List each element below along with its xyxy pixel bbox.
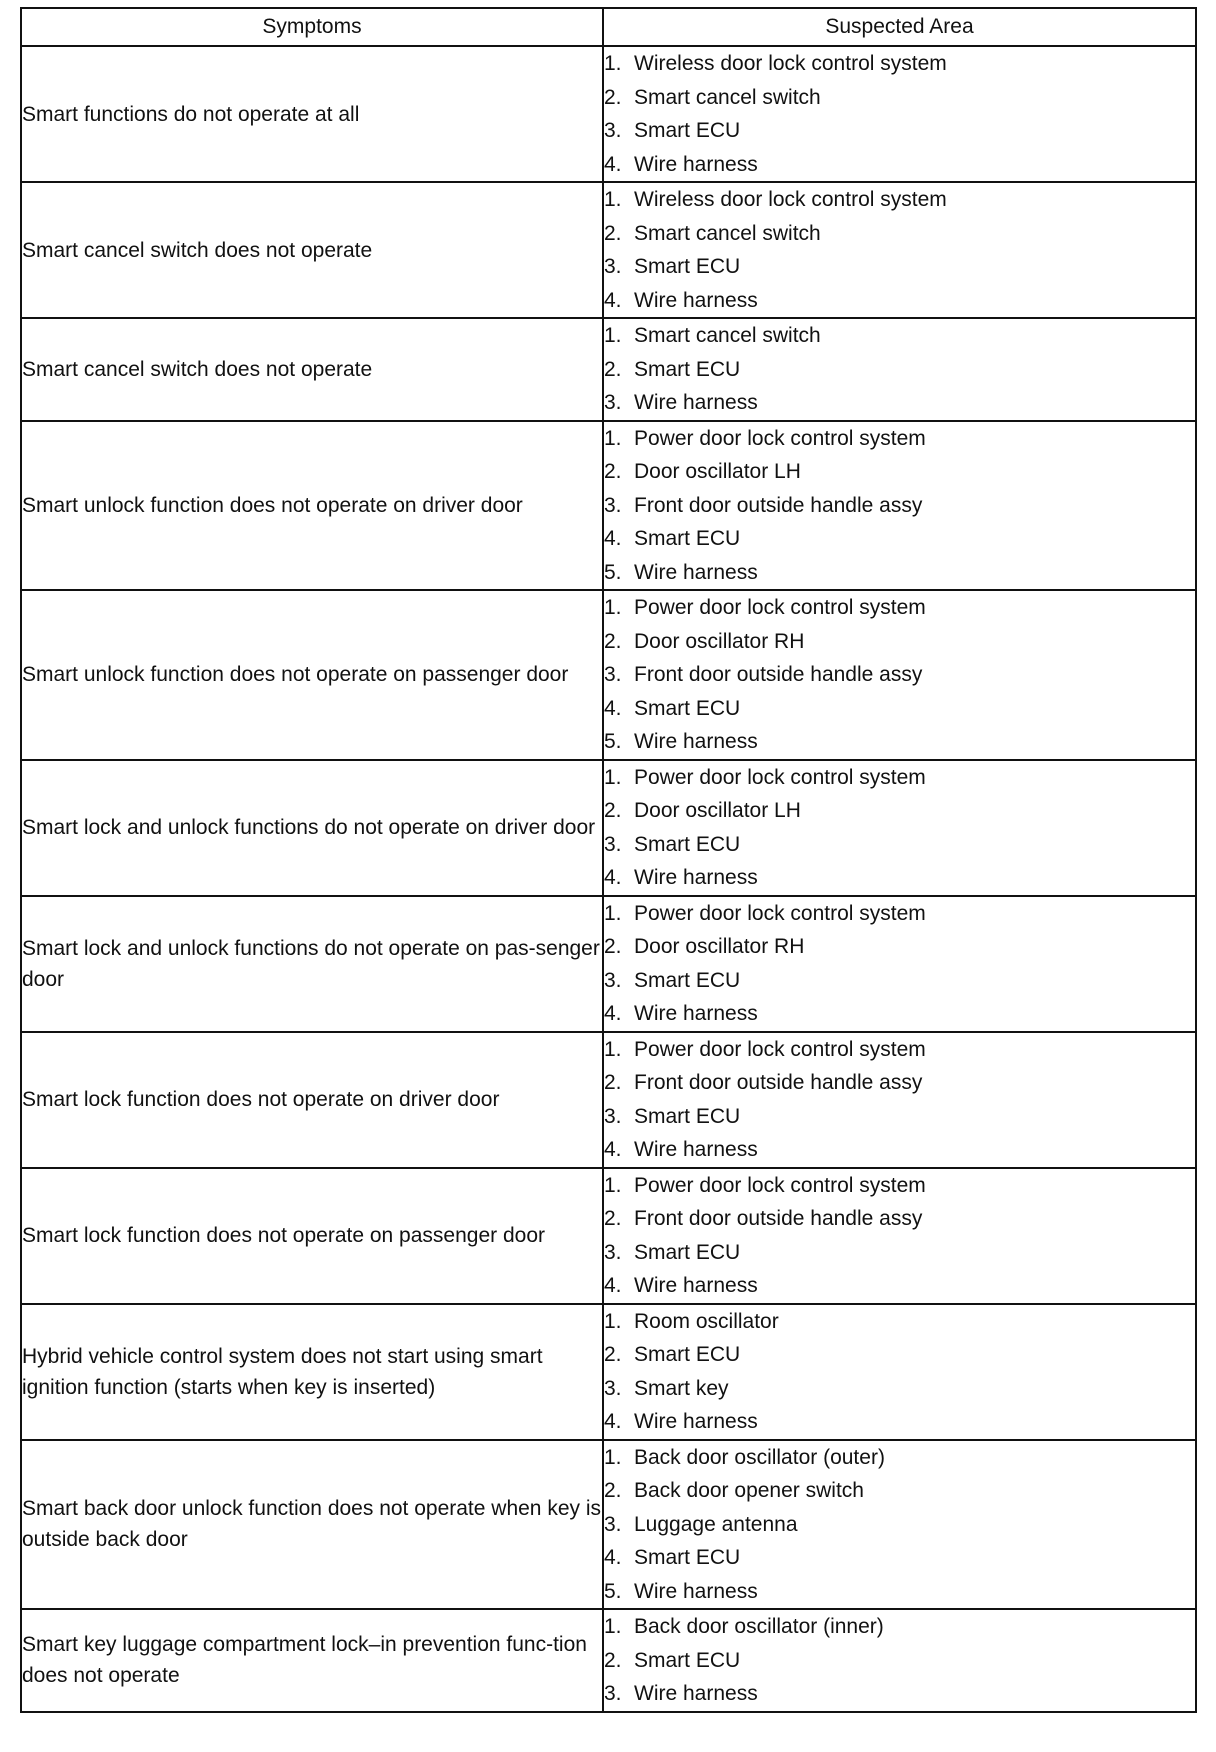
item-number: 4. [604,152,622,176]
suspected-area-list [604,183,1195,317]
table-row [21,421,1196,591]
item-number: 4. [604,1546,622,1569]
symptom-cell: Smart cancel switch does not operate [21,182,603,318]
item-label: Wire harness [634,1138,758,1161]
suspected-area-list [604,422,1195,590]
table-row [21,760,1196,896]
item-label: Smart ECU [634,1546,741,1569]
item-label: Wire harness [634,1682,758,1705]
item-number: 3. [604,1240,622,1264]
list-item [604,489,1195,523]
symptom-cell: Smart lock and unlock functions do not operate on driver door [21,760,603,896]
item-number: 1. [604,1037,622,1061]
item-number: 3. [604,832,622,856]
item-label: Wire harness [634,1002,758,1025]
symptom-cell: Smart unlock function does not operate on driver door [21,421,603,591]
list-item [604,1610,1195,1644]
item-label: Smart ECU [634,1240,741,1264]
header-row [21,8,1196,46]
suspected-area-cell [603,896,1196,1032]
list-item [604,114,1195,148]
item-label: Wire harness [634,152,758,176]
list-item [604,1474,1195,1508]
item-label: Power door lock control system [634,596,926,619]
item-label: Back door oscillator (outer) [634,1445,885,1469]
list-item [604,522,1195,556]
item-number: 4. [604,1002,622,1025]
item-label: Wireless door lock control system [634,52,947,75]
list-item [604,828,1195,862]
list-item [604,761,1195,795]
item-label: Wire harness [634,1274,758,1297]
list-item [604,284,1195,318]
item-label: Front door outside handle assy [634,1207,923,1230]
item-label: Smart ECU [634,119,741,142]
list-item [604,1066,1195,1100]
list-item [604,422,1195,456]
item-label: Back door opener switch [634,1479,864,1502]
list-item [604,692,1195,726]
symptom-cell: Smart lock function does not operate on driver door [21,1032,603,1168]
item-label: Power door lock control system [634,1173,926,1197]
item-label: Smart cancel switch [634,85,821,109]
item-number: 2. [604,1071,622,1094]
list-item [604,930,1195,964]
suspected-area-list [604,1441,1195,1609]
item-label: Wireless door lock control system [634,188,947,211]
item-label: Smart key [634,1376,729,1400]
list-item [604,625,1195,659]
list-item [604,148,1195,182]
item-label: Power door lock control system [634,1037,926,1061]
item-label: Room oscillator [634,1309,779,1333]
item-number: 2. [604,460,622,483]
item-label: Door oscillator LH [634,799,801,822]
suspected-area-list [604,897,1195,1031]
table-row [21,1440,1196,1610]
item-label: Power door lock control system [634,765,926,789]
item-label: Wire harness [634,288,758,312]
item-label: Smart ECU [634,968,741,992]
item-number: 4. [604,1410,622,1433]
item-label: Door oscillator RH [634,629,805,653]
item-number: 4. [604,866,622,889]
list-item [604,1100,1195,1134]
list-item [604,1169,1195,1203]
suspected-area-cell [603,1440,1196,1610]
header-symptoms: Symptoms [21,8,603,46]
suspected-area-list [604,1305,1195,1439]
table-row [21,1304,1196,1440]
suspected-area-list [604,319,1195,420]
list-item [604,1305,1195,1339]
list-item [604,250,1195,284]
item-label: Smart ECU [634,255,741,278]
item-label: Wire harness [634,391,758,414]
item-number: 4. [604,696,622,720]
list-item [604,1405,1195,1439]
item-label: Smart ECU [634,1648,741,1672]
item-label: Wire harness [634,560,758,584]
symptom-cell: Smart cancel switch does not operate [21,318,603,421]
item-label: Front door outside handle assy [634,493,923,517]
item-number: 1. [604,1173,622,1197]
suspected-area-cell [603,1304,1196,1440]
item-label: Smart ECU [634,696,741,720]
item-label: Luggage antenna [634,1512,798,1536]
suspected-area-cell [603,590,1196,760]
list-item [604,725,1195,759]
item-label: Wire harness [634,1579,758,1603]
list-item [604,658,1195,692]
suspected-area-cell [603,1609,1196,1712]
suspected-area-cell [603,1032,1196,1168]
item-number: 3. [604,1512,622,1536]
list-item [604,1269,1195,1303]
suspected-area-cell [603,182,1196,318]
symptom-table [20,7,1197,1713]
item-label: Smart ECU [634,527,741,550]
item-label: Front door outside handle assy [634,663,923,686]
list-item [604,319,1195,353]
item-number: 2. [604,935,622,958]
item-number: 2. [604,221,622,245]
item-label: Wire harness [634,730,758,753]
item-label: Smart ECU [634,1343,741,1366]
list-item [604,183,1195,217]
item-number: 3. [604,663,622,686]
list-item [604,1372,1195,1406]
list-item [604,217,1195,251]
item-label: Door oscillator LH [634,460,801,483]
item-number: 1. [604,52,622,75]
list-item [604,455,1195,489]
list-item [604,1338,1195,1372]
table-row [21,182,1196,318]
item-label: Power door lock control system [634,426,926,450]
table-row [21,1609,1196,1712]
item-label: Wire harness [634,1410,758,1433]
item-number: 1. [604,324,622,347]
item-number: 3. [604,1376,622,1400]
item-number: 4. [604,288,622,312]
item-number: 3. [604,255,622,278]
item-number: 4. [604,1274,622,1297]
item-label: Door oscillator RH [634,935,805,958]
item-number: 1. [604,901,622,925]
suspected-area-list [604,47,1195,181]
item-number: 1. [604,426,622,450]
item-label: Smart ECU [634,832,741,856]
item-number: 3. [604,493,622,517]
item-number: 3. [604,391,622,414]
list-item [604,1236,1195,1270]
list-item [604,861,1195,895]
symptom-cell: Smart lock function does not operate on passenger door [21,1168,603,1304]
list-item [604,1677,1195,1711]
symptom-cell: Hybrid vehicle control system does not start using smart ignition function (starts when key is inserted) [21,1304,603,1440]
suspected-area-list [604,591,1195,759]
item-number: 3. [604,1104,622,1128]
item-number: 1. [604,596,622,619]
suspected-area-cell [603,46,1196,182]
symptom-cell: Smart key luggage compartment lock–in prevention func-tion does not operate [21,1609,603,1712]
suspected-area-cell [603,421,1196,591]
item-number: 5. [604,1579,622,1603]
item-number: 2. [604,1648,622,1672]
item-label: Smart cancel switch [634,324,821,347]
item-number: 1. [604,1309,622,1333]
item-number: 2. [604,357,622,381]
list-item [604,1541,1195,1575]
item-number: 1. [604,765,622,789]
item-number: 5. [604,560,622,584]
list-item [604,1202,1195,1236]
table-row [21,318,1196,421]
item-number: 2. [604,1207,622,1230]
item-label: Smart cancel switch [634,221,821,245]
item-number: 2. [604,629,622,653]
list-item [604,81,1195,115]
item-label: Front door outside handle assy [634,1071,923,1094]
list-item [604,897,1195,931]
list-item [604,556,1195,590]
item-number: 2. [604,1479,622,1502]
suspected-area-list [604,1033,1195,1167]
table-row [21,1032,1196,1168]
table-row [21,1168,1196,1304]
list-item [604,1033,1195,1067]
item-label: Wire harness [634,866,758,889]
list-item [604,47,1195,81]
suspected-area-list [604,1610,1195,1711]
item-number: 3. [604,1682,622,1705]
list-item [604,1441,1195,1475]
list-item [604,353,1195,387]
list-item [604,591,1195,625]
item-number: 2. [604,799,622,822]
list-item [604,386,1195,420]
suspected-area-cell [603,760,1196,896]
symptom-cell: Smart lock and unlock functions do not operate on pas-senger door [21,896,603,1032]
list-item [604,1508,1195,1542]
item-label: Smart ECU [634,1104,741,1128]
item-number: 2. [604,1343,622,1366]
item-number: 1. [604,1445,622,1469]
item-label: Power door lock control system [634,901,926,925]
suspected-area-list [604,1169,1195,1303]
item-number: 4. [604,1138,622,1161]
symptom-cell: Smart unlock function does not operate on passenger door [21,590,603,760]
symptom-cell: Smart back door unlock function does not operate when key is outside back door [21,1440,603,1610]
item-label: Smart ECU [634,357,741,381]
list-item [604,1644,1195,1678]
suspected-area-cell [603,1168,1196,1304]
item-label: Back door oscillator (inner) [634,1615,884,1638]
symptom-cell: Smart functions do not operate at all [21,46,603,182]
item-number: 2. [604,85,622,109]
item-number: 5. [604,730,622,753]
item-number: 1. [604,188,622,211]
list-item [604,1575,1195,1609]
suspected-area-cell [603,318,1196,421]
item-number: 3. [604,968,622,992]
table-row [21,46,1196,182]
table-row [21,590,1196,760]
item-number: 1. [604,1615,622,1638]
list-item [604,964,1195,998]
table-row [21,896,1196,1032]
table-body [21,46,1196,1712]
list-item [604,1133,1195,1167]
item-number: 4. [604,527,622,550]
list-item [604,997,1195,1031]
list-item [604,794,1195,828]
suspected-area-list [604,761,1195,895]
header-suspected-area: Suspected Area [603,8,1196,46]
item-number: 3. [604,119,622,142]
